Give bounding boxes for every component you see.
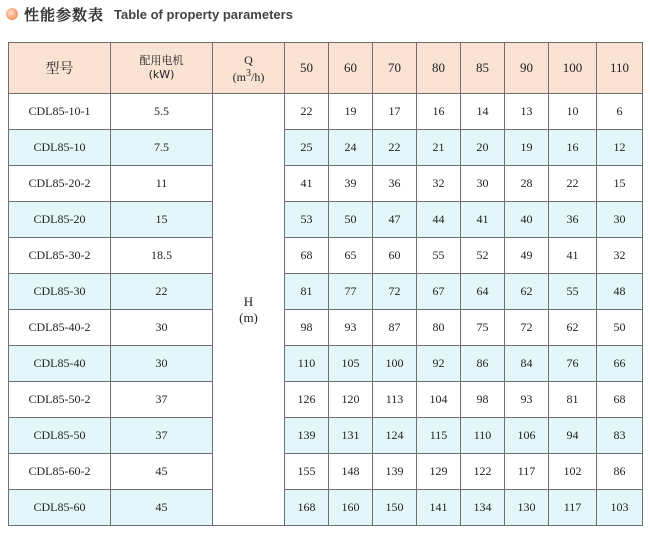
cell-head-value: 103	[597, 490, 643, 526]
cell-head-value: 22	[373, 130, 417, 166]
cell-head-value: 106	[505, 418, 549, 454]
table-row	[9, 130, 643, 166]
cell-head-value: 53	[285, 202, 329, 238]
cell-head-value: 19	[505, 130, 549, 166]
cell-head-value: 36	[373, 166, 417, 202]
cell-head-value: 72	[505, 310, 549, 346]
cell-motor-power: 11	[111, 166, 213, 202]
header-motor-unit: (kW)	[148, 68, 175, 81]
property-parameters-table	[8, 42, 643, 526]
cell-head-value: 75	[461, 310, 505, 346]
cell-head-value: 50	[597, 310, 643, 346]
cell-head-value: 41	[549, 238, 597, 274]
cell-head-value: 6	[597, 94, 643, 130]
cell-motor-power: 5.5	[111, 94, 213, 130]
cell-head-value: 25	[285, 130, 329, 166]
cell-head-label	[213, 94, 285, 526]
cell-head-value: 160	[329, 490, 373, 526]
cell-head-value: 68	[597, 382, 643, 418]
header-flow-unit-sup: 3	[246, 67, 251, 79]
cell-head-value: 17	[373, 94, 417, 130]
table-row	[9, 238, 643, 274]
cell-head-value: 40	[505, 202, 549, 238]
table-row	[9, 418, 643, 454]
header-motor-label: 配用电机	[139, 54, 184, 67]
cell-head-value: 41	[461, 202, 505, 238]
cell-head-value: 81	[285, 274, 329, 310]
header-flow-value: 90	[505, 43, 549, 94]
cell-model: CDL85-40	[9, 346, 111, 382]
cell-model: CDL85-50-2	[9, 382, 111, 418]
cell-head-value: 117	[505, 454, 549, 490]
cell-head-value: 50	[329, 202, 373, 238]
title-english: Table of property parameters	[114, 6, 293, 22]
cell-head-value: 12	[597, 130, 643, 166]
cell-head-value: 62	[505, 274, 549, 310]
header-flow-value: 85	[461, 43, 505, 94]
cell-head-value: 52	[461, 238, 505, 274]
cell-head-value: 55	[549, 274, 597, 310]
cell-model: CDL85-10-1	[9, 94, 111, 130]
cell-head-value: 80	[417, 310, 461, 346]
circle-bullet-icon	[6, 8, 18, 20]
cell-motor-power: 37	[111, 418, 213, 454]
header-flow-label: Q	[244, 52, 253, 67]
cell-head-value: 39	[329, 166, 373, 202]
cell-head-value: 150	[373, 490, 417, 526]
cell-head-value: 36	[549, 202, 597, 238]
cell-head-value: 92	[417, 346, 461, 382]
table-row	[9, 166, 643, 202]
cell-head-value: 93	[505, 382, 549, 418]
cell-model: CDL85-20-2	[9, 166, 111, 202]
cell-head-value: 68	[285, 238, 329, 274]
cell-head-value: 41	[285, 166, 329, 202]
cell-head-value: 16	[417, 94, 461, 130]
header-flow-value: 80	[417, 43, 461, 94]
cell-head-value: 168	[285, 490, 329, 526]
header-flow	[213, 43, 285, 94]
cell-head-value: 64	[461, 274, 505, 310]
cell-head-value: 86	[461, 346, 505, 382]
cell-motor-power: 30	[111, 310, 213, 346]
header-flow-value: 60	[329, 43, 373, 94]
cell-head-value: 72	[373, 274, 417, 310]
cell-head-value: 134	[461, 490, 505, 526]
cell-head-value: 115	[417, 418, 461, 454]
cell-model: CDL85-10	[9, 130, 111, 166]
cell-head-value: 22	[285, 94, 329, 130]
cell-head-value: 122	[461, 454, 505, 490]
cell-head-value: 104	[417, 382, 461, 418]
cell-head-value: 83	[597, 418, 643, 454]
cell-head-value: 60	[373, 238, 417, 274]
cell-head-value: 55	[417, 238, 461, 274]
cell-head-value: 141	[417, 490, 461, 526]
cell-head-value: 120	[329, 382, 373, 418]
head-unit: (m)	[239, 309, 258, 325]
header-flow-value: 50	[285, 43, 329, 94]
cell-head-value: 130	[505, 490, 549, 526]
cell-head-value: 81	[549, 382, 597, 418]
table-body	[9, 94, 643, 526]
table-row	[9, 310, 643, 346]
cell-head-value: 124	[373, 418, 417, 454]
cell-head-value: 98	[285, 310, 329, 346]
title-chinese: 性能参数表	[24, 5, 105, 24]
cell-head-value: 20	[461, 130, 505, 166]
header-flow-value: 100	[549, 43, 597, 94]
header-flow-unit-pre: (m	[232, 69, 246, 84]
cell-head-value: 139	[373, 454, 417, 490]
table-row	[9, 490, 643, 526]
cell-head-value: 48	[597, 274, 643, 310]
cell-motor-power: 18.5	[111, 238, 213, 274]
cell-model: CDL85-20	[9, 202, 111, 238]
cell-head-value: 94	[549, 418, 597, 454]
cell-model: CDL85-40-2	[9, 310, 111, 346]
cell-head-value: 102	[549, 454, 597, 490]
cell-head-value: 67	[417, 274, 461, 310]
cell-head-value: 155	[285, 454, 329, 490]
cell-motor-power: 37	[111, 382, 213, 418]
cell-head-value: 126	[285, 382, 329, 418]
cell-head-value: 30	[461, 166, 505, 202]
cell-head-value: 16	[549, 130, 597, 166]
cell-head-value: 10	[549, 94, 597, 130]
cell-head-value: 77	[329, 274, 373, 310]
cell-motor-power: 45	[111, 454, 213, 490]
cell-head-value: 66	[597, 346, 643, 382]
cell-model: CDL85-30	[9, 274, 111, 310]
cell-head-value: 139	[285, 418, 329, 454]
cell-head-value: 100	[373, 346, 417, 382]
cell-head-value: 110	[285, 346, 329, 382]
table-header-row	[9, 43, 643, 94]
cell-head-value: 93	[329, 310, 373, 346]
cell-head-value: 110	[461, 418, 505, 454]
cell-head-value: 21	[417, 130, 461, 166]
header-model: 型号	[9, 43, 111, 94]
header-flow-value: 110	[597, 43, 643, 94]
cell-model: CDL85-60	[9, 490, 111, 526]
cell-head-value: 98	[461, 382, 505, 418]
cell-head-value: 129	[417, 454, 461, 490]
cell-head-value: 87	[373, 310, 417, 346]
cell-head-value: 24	[329, 130, 373, 166]
cell-motor-power: 45	[111, 490, 213, 526]
cell-head-value: 131	[329, 418, 373, 454]
cell-head-value: 47	[373, 202, 417, 238]
cell-head-value: 65	[329, 238, 373, 274]
cell-head-value: 22	[549, 166, 597, 202]
cell-model: CDL85-30-2	[9, 238, 111, 274]
cell-head-value: 15	[597, 166, 643, 202]
cell-head-value: 105	[329, 346, 373, 382]
cell-head-value: 19	[329, 94, 373, 130]
cell-head-value: 32	[417, 166, 461, 202]
page-header	[6, 5, 293, 23]
cell-head-value: 84	[505, 346, 549, 382]
cell-motor-power: 22	[111, 274, 213, 310]
cell-head-value: 86	[597, 454, 643, 490]
cell-model: CDL85-50	[9, 418, 111, 454]
cell-head-value: 49	[505, 238, 549, 274]
cell-head-value: 14	[461, 94, 505, 130]
table-row	[9, 382, 643, 418]
cell-head-value: 30	[597, 202, 643, 238]
cell-head-value: 44	[417, 202, 461, 238]
header-flow-unit-post: /h)	[251, 69, 265, 84]
cell-head-value: 62	[549, 310, 597, 346]
cell-motor-power: 30	[111, 346, 213, 382]
table-row	[9, 346, 643, 382]
header-flow-value: 70	[373, 43, 417, 94]
table-row	[9, 94, 643, 130]
cell-head-value: 148	[329, 454, 373, 490]
cell-head-value: 28	[505, 166, 549, 202]
header-motor	[111, 43, 213, 94]
cell-motor-power: 7.5	[111, 130, 213, 166]
cell-head-value: 13	[505, 94, 549, 130]
table-row	[9, 274, 643, 310]
cell-model: CDL85-60-2	[9, 454, 111, 490]
cell-motor-power: 15	[111, 202, 213, 238]
cell-head-value: 76	[549, 346, 597, 382]
cell-head-value: 117	[549, 490, 597, 526]
table-row	[9, 454, 643, 490]
cell-head-value: 32	[597, 238, 643, 274]
cell-head-value: 113	[373, 382, 417, 418]
head-label: H	[243, 293, 254, 309]
table-row	[9, 202, 643, 238]
